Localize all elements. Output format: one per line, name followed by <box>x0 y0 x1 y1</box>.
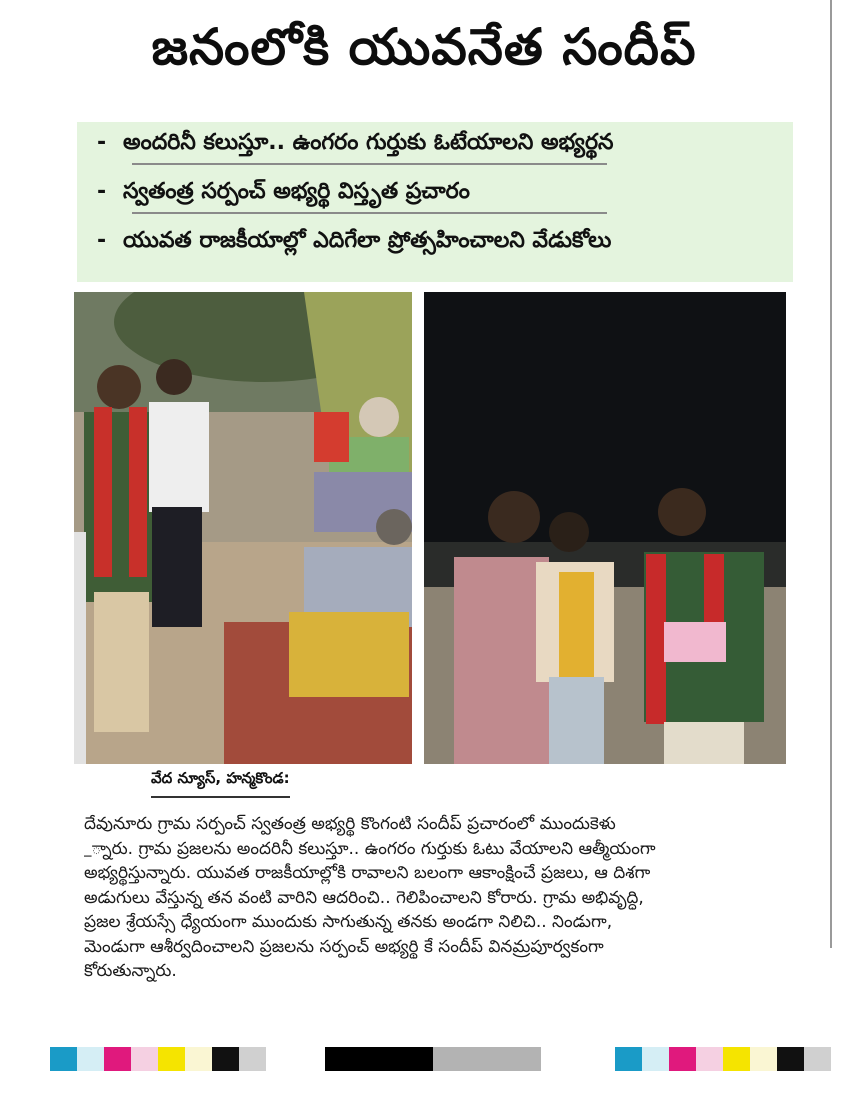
dateline: వేద న్యూస్, హన్మకొండ: <box>151 769 290 798</box>
bullet-dash: - <box>97 130 107 155</box>
subhead-divider <box>132 163 607 165</box>
campaign-photo-night <box>424 292 786 764</box>
density-swatch <box>379 1047 406 1071</box>
print-density-strip <box>325 1047 541 1071</box>
subhead-text: యువత రాజకీయాల్లో ఎదిగేలా ప్రోత్సహించాలని వేడుకోలు <box>123 228 612 253</box>
color-swatch <box>212 1047 239 1071</box>
color-swatch <box>77 1047 104 1071</box>
color-swatch <box>185 1047 212 1071</box>
density-swatch <box>514 1047 541 1071</box>
subhead-1 <box>97 128 775 161</box>
body-line: _్నారు. గ్రామ ప్రజలను అందరినీ కలుస్తూ.. ఉంగరం గుర్తుకు ఓటు వేయాలని ఆత్మీయంగా <box>84 838 656 859</box>
density-swatch <box>433 1047 460 1071</box>
body-line: అడుగులు వేస్తున్న తన వంటి వారిని ఆదరించి.. గెలిపించాలని కోరారు. గ్రామ అభివృద్ధి, <box>84 887 644 908</box>
print-color-bar-left <box>50 1047 266 1071</box>
color-swatch <box>239 1047 266 1071</box>
subhead-text: అందరినీ కలుస్తూ.. ఉంగరం గుర్తుకు ఓటేయాలని అభ్యర్థన <box>123 130 614 155</box>
bullet-dash: - <box>97 228 107 253</box>
subhead-box <box>77 122 793 282</box>
body-line: దేవునూరు గ్రామ సర్పంచ్ స్వతంత్ర అభ్యర్థి కొంగంటి సందీప్ ప్రచారంలో ముందుకెళు <box>84 814 616 834</box>
body-line: మెండుగా ఆశీర్వదించాలని ప్రజలను సర్పంచ్ అభ్యర్థి కే సందీప్ వినమ్రపూర్వకంగా <box>84 936 604 957</box>
article-body <box>84 812 792 984</box>
color-swatch <box>804 1047 831 1071</box>
color-swatch <box>723 1047 750 1071</box>
color-swatch <box>750 1047 777 1071</box>
color-swatch <box>104 1047 131 1071</box>
color-swatch <box>669 1047 696 1071</box>
headline: జనంలోకి యువనేత సందీప్ <box>151 18 697 76</box>
bullet-dash: - <box>97 179 107 204</box>
body-line: కోరుతున్నారు. <box>84 961 177 981</box>
subhead-2 <box>97 177 775 210</box>
color-swatch <box>131 1047 158 1071</box>
color-swatch <box>158 1047 185 1071</box>
density-swatch <box>487 1047 514 1071</box>
color-swatch <box>777 1047 804 1071</box>
column-rule <box>830 0 832 948</box>
density-swatch <box>325 1047 352 1071</box>
body-line: ప్రజల శ్రేయస్సే ధ్యేయంగా ముందుకు సాగుతున్న తనకు అండగా నిలిచి.. నిండుగా, <box>84 912 613 932</box>
subhead-text: స్వతంత్ర సర్పంచ్ అభ్యర్థి విస్తృత ప్రచారం <box>123 179 470 204</box>
color-swatch <box>696 1047 723 1071</box>
print-color-bar-right <box>615 1047 831 1071</box>
subhead-divider <box>132 212 607 214</box>
density-swatch <box>460 1047 487 1071</box>
density-swatch <box>406 1047 433 1071</box>
subhead-3 <box>97 226 775 259</box>
density-swatch <box>352 1047 379 1071</box>
body-line: అభ్యర్థిస్తున్నారు. యువత రాజకీయాల్లోకి రావాలని బలంగా ఆకాంక్షించే ప్రజలు, ఆ దిశగా <box>84 863 651 883</box>
campaign-photo-day <box>74 292 412 764</box>
color-swatch <box>642 1047 669 1071</box>
color-swatch <box>615 1047 642 1071</box>
color-swatch <box>50 1047 77 1071</box>
